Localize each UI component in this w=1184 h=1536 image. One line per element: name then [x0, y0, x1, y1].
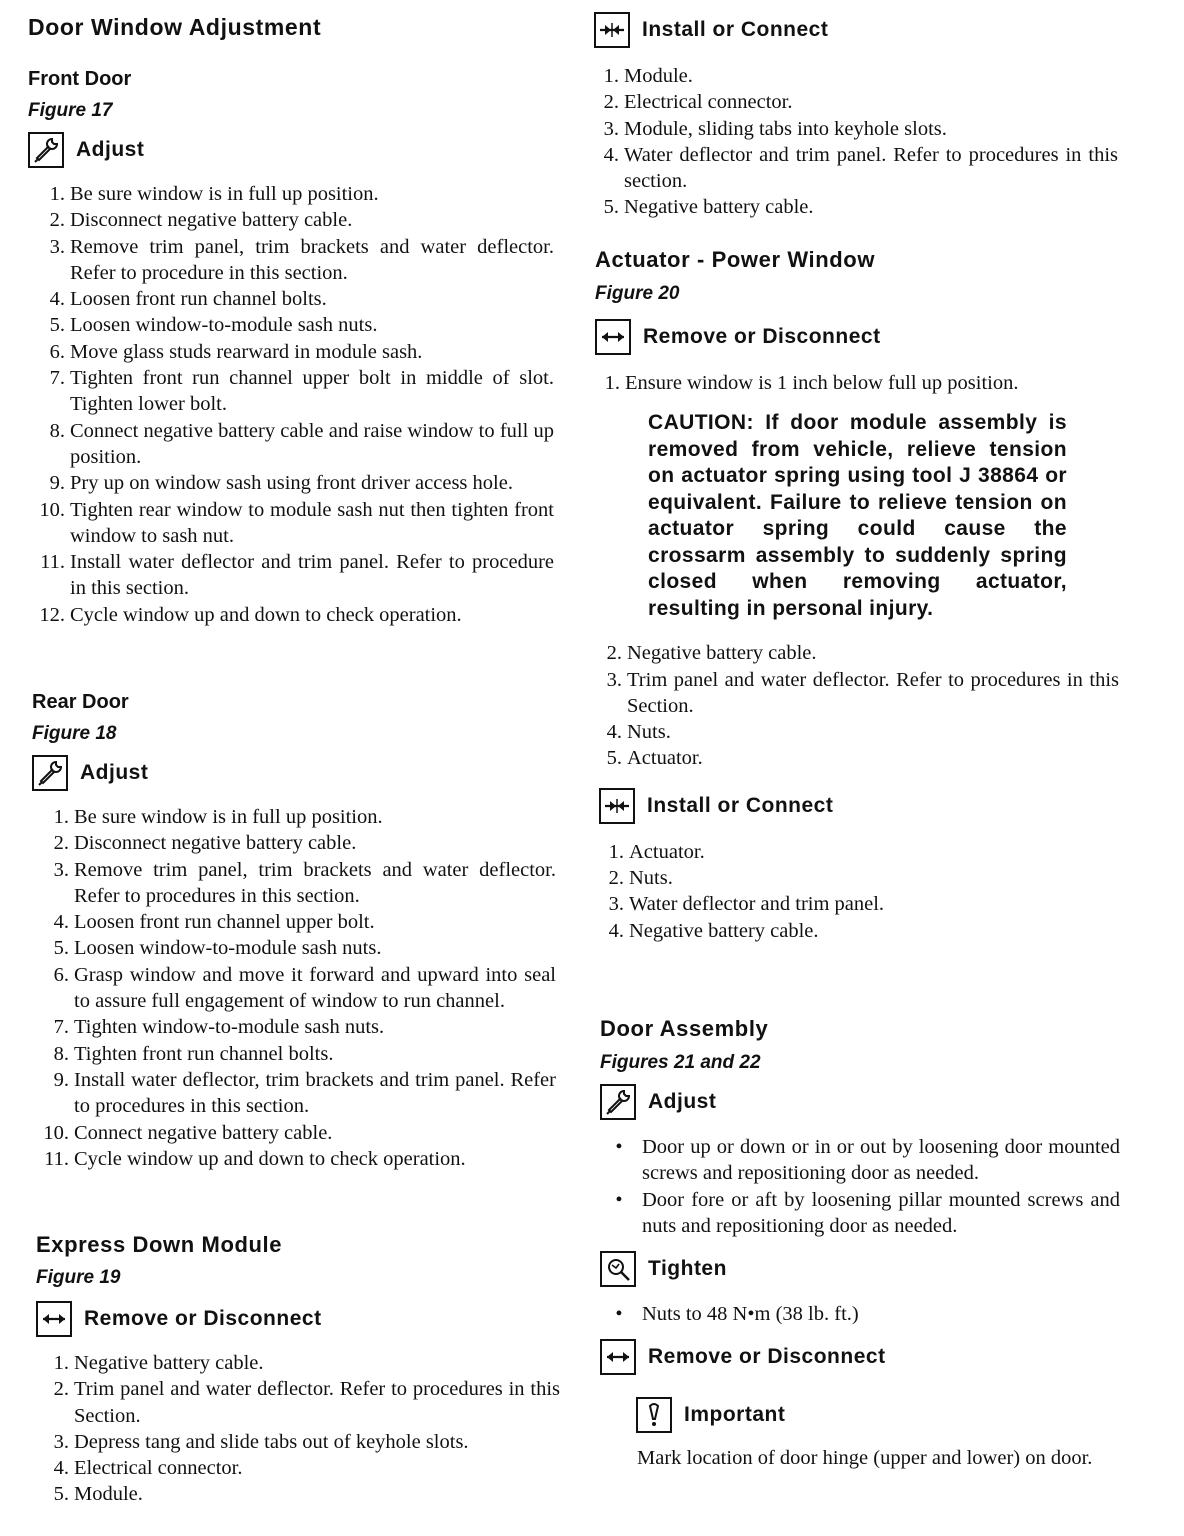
- bullet-icon: •: [615, 1188, 623, 1211]
- step-number: 10.: [43, 1121, 69, 1144]
- step-number: 11.: [40, 551, 65, 574]
- step-number: 1.: [608, 840, 624, 863]
- step-text: Install water deflector, trim brackets and trim panel. Refer to procedures in this section.: [74, 1068, 556, 1118]
- express-install-steps: [578, 63, 1118, 221]
- wrench-icon: [28, 132, 64, 168]
- door-tighten-header: [600, 1249, 1132, 1289]
- arrows-together-icon: [599, 788, 635, 824]
- door-assembly-section: [600, 1014, 1132, 1472]
- step-text: Negative battery cable.: [624, 196, 814, 219]
- list-item: [24, 181, 554, 207]
- step-number: 2.: [603, 91, 619, 114]
- adjust-label: Adjust: [76, 138, 145, 161]
- step-number: 5.: [49, 314, 65, 337]
- step-number: 9.: [53, 1068, 69, 1091]
- step-number: 1.: [53, 806, 69, 828]
- step-text: Be sure window is in full up position.: [74, 806, 383, 828]
- rear-door-heading: Rear Door: [32, 691, 129, 713]
- list-item: [24, 207, 554, 233]
- actuator-remove-steps: [581, 640, 1119, 771]
- express-install-section: [594, 10, 1126, 221]
- install-label: Install or Connect: [647, 793, 834, 817]
- step-text: Negative battery cable.: [74, 1352, 264, 1374]
- front-adjust-header: [28, 130, 560, 170]
- door-adjust-header: [600, 1082, 1132, 1122]
- list-item: [583, 839, 1119, 865]
- bullet-text: Door fore or aft by loosening pillar mounted screws and nuts and repositioning door as needed.: [642, 1188, 1120, 1237]
- step-number: 11.: [44, 1147, 69, 1170]
- list-item: [24, 365, 554, 418]
- door-assembly-heading: Door Assembly: [600, 1016, 769, 1041]
- actuator-figure: Figure 20: [595, 283, 680, 304]
- list-item: [600, 1187, 1120, 1240]
- list-item: [578, 63, 1118, 89]
- remove-label: Remove or Disconnect: [84, 1307, 322, 1330]
- step-text: Nuts.: [627, 721, 671, 744]
- express-remove-header: [36, 1299, 568, 1339]
- list-item: [28, 1455, 560, 1481]
- list-item: [28, 804, 556, 830]
- list-item: [24, 286, 554, 312]
- step-number: 7.: [53, 1016, 69, 1039]
- step-text: Trim panel and water deflector. Refer to procedures in this Section.: [627, 668, 1119, 717]
- step-text: Actuator.: [629, 840, 705, 863]
- list-item: [583, 891, 1119, 917]
- step-text: Module.: [74, 1483, 143, 1506]
- step-number: 4.: [53, 1457, 69, 1480]
- page-title: Door Window Adjustment: [28, 14, 322, 40]
- step-number: 6.: [53, 963, 69, 986]
- step-number: 4.: [53, 911, 69, 934]
- step-text: Be sure window is in full up position.: [70, 183, 379, 205]
- step-text: Loosen front run channel upper bolt.: [74, 911, 375, 934]
- step-number: 3.: [603, 117, 619, 140]
- step-text: Remove trim panel, trim brackets and water deflector. Refer to procedure in this section.: [70, 235, 554, 284]
- list-item: [28, 1429, 560, 1455]
- rear-door-figure: Figure 18: [32, 723, 117, 744]
- remove-label: Remove or Disconnect: [648, 1345, 886, 1369]
- list-item: [28, 1376, 560, 1429]
- step-text: Connect negative battery cable.: [74, 1121, 333, 1144]
- step-text: Connect negative battery cable and raise window to full up position.: [70, 419, 554, 468]
- step-number: 9.: [49, 472, 65, 495]
- list-item: [28, 1481, 560, 1507]
- bullet-icon: •: [615, 1303, 623, 1326]
- list-item: [578, 89, 1118, 115]
- step-number: 1.: [53, 1352, 69, 1374]
- step-text: Tighten front run channel bolts.: [74, 1042, 334, 1065]
- step-number: 3.: [49, 235, 65, 258]
- list-item: [28, 1120, 556, 1146]
- step-text: Install water deflector and trim panel. Refer to procedure in this section.: [70, 551, 554, 600]
- bullet-text: Nuts to 48 N•m (38 lb. ft.): [642, 1303, 859, 1326]
- list-item: [28, 830, 556, 856]
- step-number: 5.: [53, 937, 69, 960]
- express-install-header: [594, 10, 1126, 50]
- step-number: 2.: [608, 867, 624, 890]
- step-text: Negative battery cable.: [627, 642, 817, 665]
- step-text: Water deflector and trim panel.: [629, 893, 885, 916]
- door-adjust-items: [600, 1134, 1120, 1239]
- step-number: 5.: [53, 1483, 69, 1506]
- step-text: Tighten window-to-module sash nuts.: [74, 1016, 385, 1039]
- step-text: Water deflector and trim panel. Refer to procedures in this section.: [624, 143, 1118, 193]
- step-text: Loosen front run channel bolts.: [70, 288, 327, 311]
- step-number: 5.: [603, 196, 619, 219]
- adjust-label: Adjust: [648, 1090, 717, 1113]
- express-down-section: [36, 1230, 568, 1508]
- wrench-icon: [600, 1084, 636, 1120]
- actuator-heading: Actuator - Power Window: [595, 247, 876, 272]
- front-door-heading: Front Door: [28, 68, 132, 90]
- step-number: 10.: [39, 498, 65, 521]
- list-item: [581, 745, 1119, 771]
- rear-adjust-header: [32, 753, 564, 793]
- arrows-together-icon: [594, 12, 630, 48]
- important-label: Important: [684, 1403, 786, 1427]
- list-item: [24, 602, 554, 628]
- step-number: 2.: [49, 209, 65, 232]
- step-number: 12.: [39, 603, 65, 626]
- wrench-icon: [32, 755, 68, 791]
- step-number: 4.: [49, 288, 65, 311]
- rear-door-section: [32, 689, 564, 1172]
- list-item: [28, 1067, 556, 1120]
- list-item: [24, 234, 554, 287]
- step-text: Grasp window and move it forward and upward into seal to assure full engagement of window to run channel.: [74, 963, 556, 1013]
- step-text: Disconnect negative battery cable.: [74, 832, 357, 855]
- list-item: [24, 497, 554, 550]
- step-text: Move glass studs rearward in module sash.: [70, 340, 423, 363]
- step-number: 4.: [603, 143, 619, 166]
- door-assembly-figure: Figures 21 and 22: [600, 1052, 761, 1073]
- list-item: [581, 719, 1119, 745]
- arrows-apart-icon: [595, 319, 631, 355]
- arrows-apart-icon: [600, 1339, 636, 1375]
- list-item: [24, 312, 554, 338]
- step-text: Module, sliding tabs into keyhole slots.: [624, 117, 947, 140]
- bullet-icon: •: [615, 1136, 623, 1158]
- rear-door-steps: [28, 804, 556, 1172]
- list-item: [583, 865, 1119, 891]
- list-item: [28, 1041, 556, 1067]
- step-text: Negative battery cable.: [629, 919, 819, 942]
- exclamation-icon: [636, 1397, 672, 1433]
- list-item: [28, 962, 556, 1015]
- step-number: 8.: [53, 1042, 69, 1065]
- step-number: 3.: [606, 668, 622, 691]
- step-text: Cycle window up and down to check operation.: [74, 1147, 466, 1170]
- step-text: Trim panel and water deflector. Refer to procedures in this Section.: [74, 1378, 560, 1427]
- list-item: [24, 470, 554, 496]
- tighten-label: Tighten: [648, 1257, 727, 1281]
- list-item: [578, 194, 1118, 220]
- remove-label: Remove or Disconnect: [643, 325, 881, 348]
- step-number: 4.: [606, 721, 622, 744]
- step-number: 5.: [606, 747, 622, 770]
- list-item: [581, 667, 1119, 720]
- step-number: 4.: [608, 919, 624, 942]
- front-door-figure: Figure 17: [28, 100, 113, 121]
- step-number: 3.: [608, 893, 624, 916]
- list-item: [28, 1146, 556, 1172]
- list-item: [583, 918, 1119, 944]
- door-tighten-items: [600, 1301, 1120, 1327]
- actuator-install-header: [599, 786, 1127, 826]
- important-text: Mark location of door hinge (upper and lower) on door.: [637, 1447, 1093, 1470]
- bullet-text: Door up or down or in or out by loosening door mounted screws and repositioning door as needed.: [642, 1136, 1120, 1185]
- actuator-step-1: [579, 370, 1119, 396]
- step-number: 2.: [606, 642, 622, 665]
- express-down-heading: Express Down Module: [36, 1232, 283, 1257]
- list-item: [600, 1134, 1120, 1187]
- step-number: 7.: [49, 367, 65, 390]
- step-text: Electrical connector.: [74, 1457, 243, 1480]
- door-remove-header: [600, 1337, 1132, 1377]
- step-text: Remove trim panel, trim brackets and water deflector. Refer to procedures in this section.: [74, 858, 556, 907]
- list-item: [28, 1014, 556, 1040]
- express-down-steps: [28, 1350, 560, 1508]
- list-item: [28, 909, 556, 935]
- express-down-figure: Figure 19: [36, 1267, 121, 1288]
- step-text: Depress tang and slide tabs out of keyhole slots.: [74, 1430, 469, 1453]
- list-item: [578, 116, 1118, 142]
- list-item: [28, 935, 556, 961]
- step-number: 8.: [49, 419, 65, 442]
- list-item: [581, 640, 1119, 666]
- list-item: [578, 142, 1118, 195]
- step-text: Disconnect negative battery cable.: [70, 209, 353, 232]
- list-item: [24, 339, 554, 365]
- step-text: Actuator.: [627, 747, 703, 770]
- step-number: 6.: [49, 340, 65, 363]
- step-text: Pry up on window sash using front driver access hole.: [70, 472, 513, 495]
- list-item: [28, 1350, 560, 1376]
- adjust-label: Adjust: [80, 761, 149, 784]
- arrows-apart-icon: [36, 1301, 72, 1337]
- actuator-section: [595, 245, 1127, 944]
- step-text: Module.: [624, 65, 693, 87]
- step-number: 1.: [49, 183, 65, 205]
- step-number: 1.: [603, 65, 619, 87]
- list-item: [600, 1301, 1120, 1327]
- step-number: 2.: [53, 1378, 69, 1401]
- step-number: 3.: [53, 1430, 69, 1453]
- front-door-section: [28, 66, 560, 628]
- step-text: Loosen window-to-module sash nuts.: [74, 937, 382, 960]
- list-item: [24, 418, 554, 471]
- install-label: Install or Connect: [642, 18, 829, 41]
- step-text: Tighten front run channel upper bolt in middle of slot. Tighten lower bolt.: [70, 367, 554, 416]
- front-door-steps: [24, 181, 554, 628]
- step-number: 2.: [53, 832, 69, 855]
- step-text: Electrical connector.: [624, 91, 793, 114]
- step-text: Nuts.: [629, 867, 673, 890]
- actuator-install-steps: [583, 839, 1119, 944]
- step-text: Tighten rear window to module sash nut then tighten front window to sash nut.: [70, 498, 554, 547]
- caution-note: CAUTION: If door module assembly is removed from vehicle, relieve tension on actuator spring using tool J 38864 or equivalent. Failure to relieve tension on actuator spring could cause the crossarm assembly to suddenly spring closed when removing actuator, resulting in personal injury.: [648, 411, 1067, 620]
- list-item: 1. Ensure window is 1 inch below full up position.: [604, 372, 1019, 394]
- list-item: [24, 549, 554, 602]
- torque-wrench-icon: [600, 1251, 636, 1287]
- step-text: Loosen window-to-module sash nuts.: [70, 314, 378, 337]
- important-header: [636, 1395, 1132, 1435]
- step-text: Cycle window up and down to check operation.: [70, 603, 462, 626]
- list-item: [28, 857, 556, 910]
- step-number: 3.: [53, 858, 69, 881]
- actuator-remove-header: [595, 317, 1127, 357]
